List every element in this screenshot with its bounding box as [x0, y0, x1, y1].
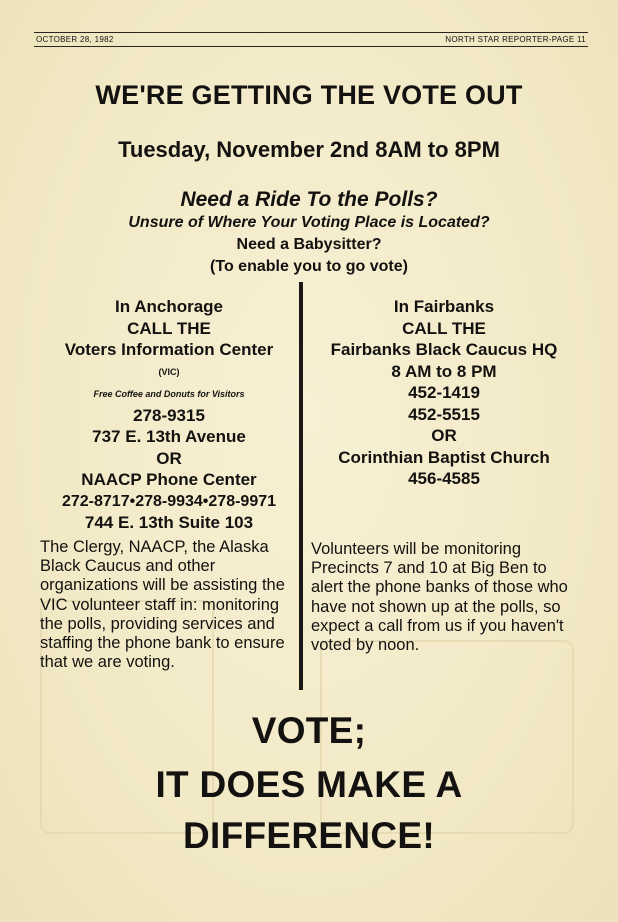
- fairbanks-call: CALL THE: [402, 318, 486, 338]
- closing-line-2: IT DOES MAKE A: [155, 764, 463, 805]
- anchorage-column: [40, 296, 298, 533]
- church-phone: 456-4585: [408, 469, 480, 488]
- fairbanks-phone-2: 452-5515: [408, 404, 480, 424]
- ride-question: Need a Ride To the Polls?: [180, 188, 438, 211]
- publication-page: NORTH STAR REPORTER-PAGE 11: [445, 35, 586, 44]
- fairbanks-hq: Fairbanks Black Caucus HQ: [330, 340, 558, 359]
- anchorage-call: CALL THE: [127, 318, 211, 338]
- voting-place-question: Unsure of Where Your Voting Place is Located?: [128, 214, 490, 231]
- anchorage-center: Voters Information Center: [64, 340, 274, 359]
- anchorage-coffee: Free Coffee and Donuts for Visitors: [93, 388, 245, 399]
- naacp-phones: 272-8717•278-9934•278-9971: [61, 492, 277, 510]
- babysitter-question: Need a Babysitter?: [236, 236, 382, 253]
- fairbanks-paragraph: Volunteers will be monitoring Precincts 7 and 10 at Big Ben to alert the phone banks of those who have not shown up at the polls, so expect a call from us if you haven't voted by noon.: [311, 540, 568, 655]
- anchorage-address: 737 E. 13th Avenue: [92, 427, 246, 446]
- naacp-address: 744 E. 13th Suite 103: [84, 512, 254, 532]
- header-rule-top: [34, 32, 588, 33]
- anchorage-location: In Anchorage: [115, 297, 223, 316]
- enable-note: (To enable you to go vote): [210, 258, 408, 275]
- church-name: Corinthian Baptist Church: [338, 447, 550, 467]
- column-divider: [299, 282, 303, 690]
- fairbanks-phone-1: 452-1419: [408, 383, 480, 402]
- fairbanks-column: [306, 296, 582, 490]
- header-rule-bottom: [34, 46, 588, 47]
- naacp-center: NAACP Phone Center: [81, 470, 257, 489]
- closing-line-3: DIFFERENCE!: [182, 815, 436, 856]
- election-date: Tuesday, November 2nd 8AM to 8PM: [118, 137, 500, 162]
- fairbanks-hours: 8 AM to 8 PM: [391, 361, 497, 381]
- anchorage-or: OR: [156, 448, 182, 468]
- headline: WE'RE GETTING THE VOTE OUT: [95, 80, 523, 110]
- anchorage-abbr: (VIC): [158, 366, 180, 377]
- anchorage-paragraph: The Clergy, NAACP, the Alaska Black Caucus and other organizations will be assisting the VIC volunteer staff in: monitoring the polls, providing services and staffing the phone bank to ensure that we are voting.: [40, 538, 285, 672]
- anchorage-phone: 278-9315: [133, 405, 205, 425]
- closing-line-1: VOTE;: [251, 710, 367, 751]
- fairbanks-location: In Fairbanks: [393, 297, 495, 316]
- issue-date: OCTOBER 28, 1982: [36, 35, 114, 44]
- fairbanks-or: OR: [431, 426, 457, 445]
